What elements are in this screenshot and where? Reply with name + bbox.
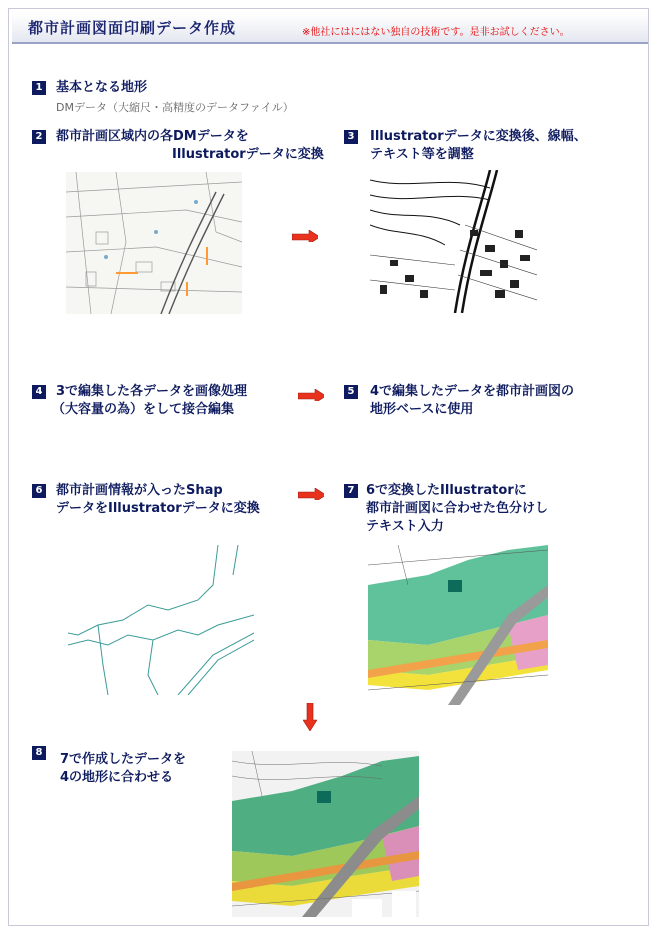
step-5-label-line1: 4で編集したデータを都市計画図の <box>370 384 575 399</box>
step-3-label-line1: Illustratorデータに変換後、線幅、 <box>370 129 587 144</box>
step-6-label-line2: データをIllustratorデータに変換 <box>56 501 260 516</box>
combined-map-image <box>232 751 419 917</box>
step-5-number: 5 <box>344 385 358 399</box>
step-7-number: 7 <box>344 484 358 498</box>
step-8-number: 8 <box>32 746 46 760</box>
header-note: ※他社にはにはない独自の技術です。是非お試しください。 <box>302 27 570 38</box>
shape-outline-image <box>68 545 254 695</box>
step-7-label-line3: テキスト入力 <box>366 519 444 534</box>
step-6-number: 6 <box>32 484 46 498</box>
step-1-label: 基本となる地形 <box>56 80 148 95</box>
step-4-number: 4 <box>32 385 46 399</box>
step-3-number: 3 <box>344 130 358 144</box>
step-4-label-line1: 3で編集した各データを画像処理 <box>56 384 248 399</box>
arrow-right-icon <box>298 488 324 500</box>
illustrator-map-image <box>370 170 537 313</box>
step-2-label-line2: Illustratorデータに変換 <box>172 147 324 162</box>
step-7-label-line2: 都市計画図に合わせた色分けし <box>366 501 549 516</box>
arrow-right-icon <box>292 230 318 242</box>
step-3-label-line2: テキスト等を調整 <box>370 147 474 162</box>
step-1-number: 1 <box>32 81 46 95</box>
step-6-label-line1: 都市計画情報が入ったShap <box>56 483 223 498</box>
page-header <box>12 14 648 44</box>
step-4-label-line2: （大容量の為）をして接合編集 <box>52 402 235 417</box>
colored-plan-image <box>368 545 548 705</box>
step-8-label-line1: 7で作成したデータを <box>60 752 187 767</box>
dm-line-map-image <box>66 172 242 314</box>
page-title: 都市計画図面印刷データ作成 <box>28 19 237 37</box>
step-1-subtitle: DMデータ（大縮尺・高精度のデータファイル） <box>56 101 294 114</box>
step-2-label-line1: 都市計画区域内の各DMデータを <box>56 129 249 144</box>
arrow-right-icon <box>298 389 324 401</box>
step-5-label-line2: 地形ベースに使用 <box>370 402 474 417</box>
arrow-down-icon <box>303 703 317 731</box>
step-2-number: 2 <box>32 130 46 144</box>
step-8-label-line2: 4の地形に合わせる <box>60 770 174 785</box>
step-7-label-line1: 6で変換したIllustratorに <box>366 483 527 498</box>
